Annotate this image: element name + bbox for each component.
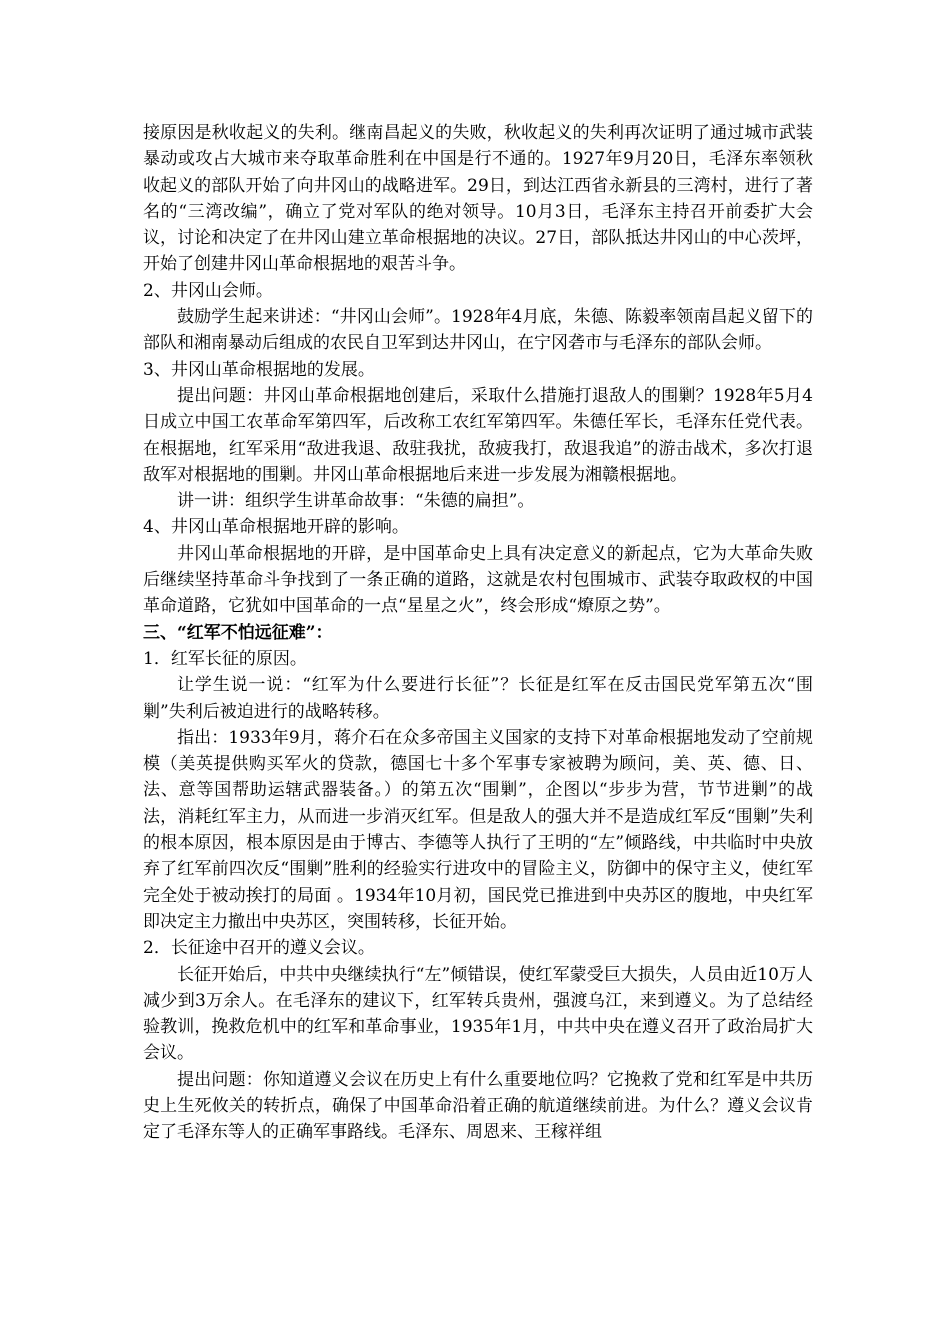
- paragraph-zunyi-meeting: 长征开始后，中共中央继续执行“左”倾错误，使红军蒙受巨大损失，人员由近10万人减少到3万余人。在毛泽东的建议下，红军转兵贵州，强渡乌江，来到遵义。为了总结经验教训，挽救危机中的红军和革命事业，1935年1月，中共中央在遵义召开了政治局扩大会议。: [143, 964, 813, 1064]
- subheading-long-march-reason: 1．红军长征的原因。: [143, 648, 307, 669]
- paragraph-base-development: 提出问题：井冈山革命根据地创建后，采取什么措施打退敌人的围剿？1928年5月4日成立中国工农革命军第四军，后改称工农红军第四军。朱德任军长，毛泽东任党代表。在根据地，红军采用“敌进我退、敌驻我扰，敌疲我打，敌退我追”的游击战术，多次打退敌军对根据地的围剿。井冈山革命根据地后来进一步发展为湘赣根据地。: [143, 385, 813, 485]
- paragraph-continuation: 接原因是秋收起义的失利。继南昌起义的失败，秋收起义的失利再次证明了通过城市武装暴动或攻占大城市来夺取革命胜利在中国是行不通的。1927年9月20日，毛泽东率领秋收起义的部队开始了向井冈山的战略进军。29日，到达江西省永新县的三湾村，进行了著名的“三湾改编”，确立了党对军队的绝对领导。10月3日，毛泽东主持召开前委扩大会议，讨论和决定了在井冈山建立革命根据地的决议。27日，部队抵达井冈山的中心茨坪，开始了创建井冈山革命根据地的艰苦斗争。: [143, 123, 813, 275]
- paragraph-story: 讲一讲：组织学生讲革命故事：“朱德的扁担”。: [177, 491, 535, 512]
- subheading-base-development: 3、井冈山革命根据地的发展。: [143, 359, 375, 380]
- paragraph-zunyi-significance: 提出问题：你知道遵义会议在历史上有什么重要地位吗？它挽救了党和红军是中共历史上生死攸关的转折点，确保了中国革命沿着正确的航道继续前进。为什么？遵义会议肯定了毛泽东等人的正确军事路线。毛泽东、周恩来、王稼祥组: [143, 1069, 813, 1143]
- document-body: [143, 120, 813, 1146]
- paragraph-long-march-question: 让学生说一说：“红军为什么要进行长征”？长征是红军在反击国民党军第五次“围剿”失利后被迫进行的战略转移。: [143, 675, 813, 722]
- subheading-zunyi-meeting: 2．长征途中召开的遵义会议。: [143, 938, 375, 959]
- paragraph-fifth-encirclement: 指出：1933年9月，蒋介石在众多帝国主义国家的支持下对革命根据地发动了空前规模（美英提供购买军火的贷款，德国七十多个军事专家被聘为顾问，美、英、德、日、法、意等国帮助运辖武器装备。）的第五次“围剿”，企图以“步步为营，节节进剿”的战法，消耗红军主力，从而进一步消灭红军。但是敌人的强大并不是造成红军反“围剿”失利的根本原因，根本原因是由于博古、李德等人执行了王明的“左”倾路线，中共临时中央放弃了红军前四次反“围剿”胜利的经验实行进攻中的冒险主义，防御中的保守主义，使红军完全处于被动挨打的局面 。1934年10月初，国民党已推进到中央苏区的腹地，中央红军即决定主力撤出中央苏区，突围转移，长征开始。: [143, 727, 813, 932]
- subheading-jinggangshan-meeting: 2、井冈山会师。: [143, 280, 273, 301]
- paragraph-base-influence: 井冈山革命根据地的开辟，是中国革命史上具有决定意义的新起点，它为大革命失败后继续坚持革命斗争找到了一条正确的道路，这就是农村包围城市、武装夺取政权的中国革命道路，它犹如中国革命的一点“星星之火”，终会形成“燎原之势”。: [143, 543, 813, 617]
- paragraph-meeting: 鼓励学生起来讲述：“井冈山会师”。1928年4月底，朱德、陈毅率领南昌起义留下的部队和湘南暴动后组成的农民自卫军到达井冈山，在宁冈砻市与毛泽东的部队会师。: [143, 307, 813, 354]
- subheading-base-influence: 4、井冈山革命根据地开辟的影响。: [143, 517, 409, 538]
- section-heading-long-march: 三、“红军不怕远征难”：: [143, 622, 333, 643]
